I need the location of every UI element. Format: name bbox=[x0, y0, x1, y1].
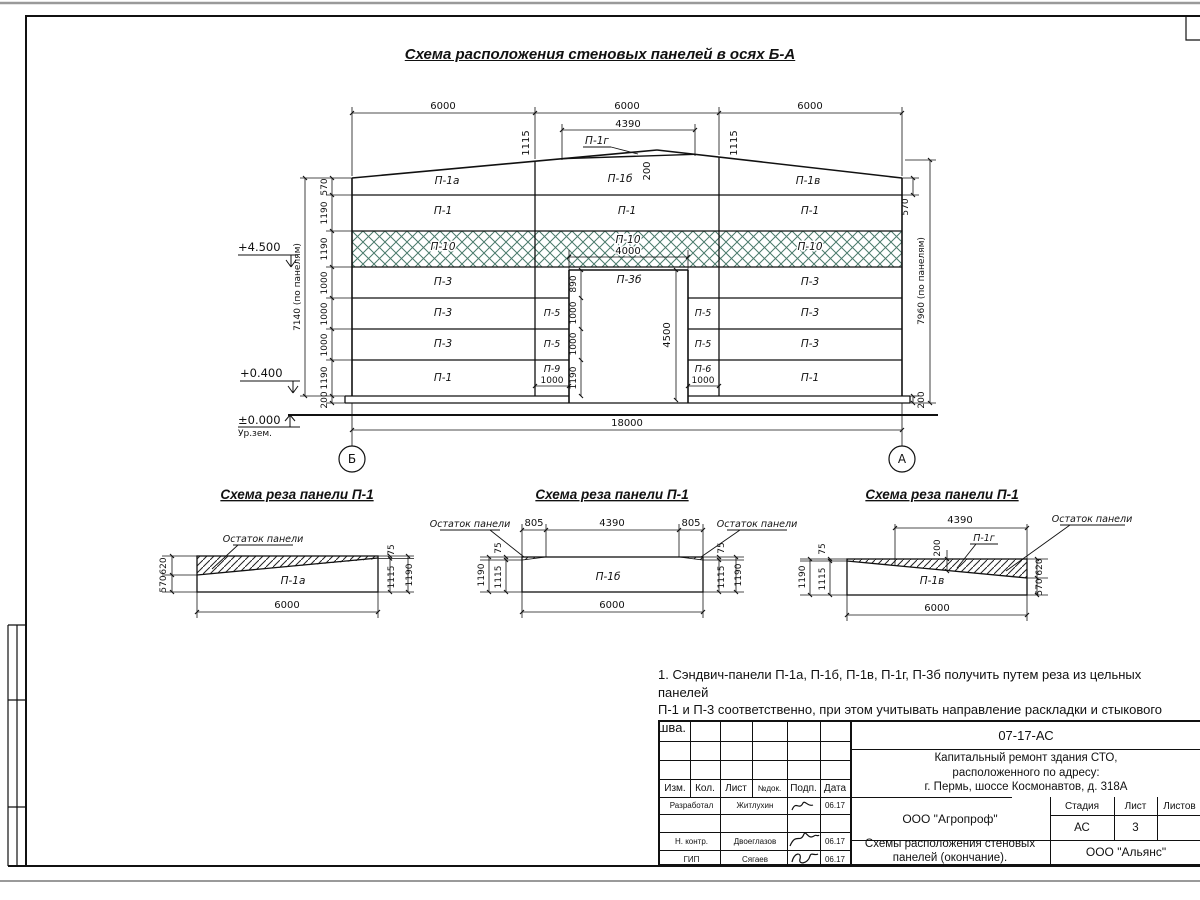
dim-text: 75 bbox=[818, 543, 828, 555]
dim-text: 1000 bbox=[320, 302, 330, 326]
note-line: П-1 и П-3 соответственно, при этом учитывать направление раскладки и стыкового шва. bbox=[658, 702, 1163, 735]
level-mark-0400 bbox=[240, 381, 300, 393]
grid-line bbox=[660, 741, 850, 742]
dim-text: 1190 bbox=[320, 366, 330, 390]
ground-label: Ур.зем. bbox=[238, 429, 273, 439]
col-header-list: Лист bbox=[725, 782, 747, 794]
panel-label: П-1б bbox=[607, 173, 633, 185]
role-cell: Н. контр. bbox=[674, 836, 708, 846]
level-text: ±0.000 bbox=[238, 413, 281, 427]
doc-code: 07-17-АС bbox=[998, 728, 1054, 743]
signature-glyph bbox=[788, 828, 820, 850]
dim-text: 4390 bbox=[947, 515, 973, 526]
panel-label: П-10 bbox=[797, 241, 823, 253]
dim-text: 1000 bbox=[320, 333, 330, 357]
project-description bbox=[850, 749, 1200, 797]
dim-text: 7960 (по панелям) bbox=[917, 237, 927, 325]
dim-text: 1190 bbox=[320, 201, 330, 225]
grid-line bbox=[660, 814, 850, 815]
date-cell: 06.17 bbox=[824, 836, 846, 846]
name-cell: Сягаев bbox=[742, 854, 768, 864]
cut-scheme-2 bbox=[430, 487, 798, 618]
dim-text: 890 bbox=[569, 275, 579, 293]
sheets-label: Листов bbox=[1163, 800, 1196, 812]
panel-label: П-1 bbox=[433, 205, 453, 217]
doc-title bbox=[850, 840, 1050, 864]
dim-text: 7140 (по панелям) bbox=[293, 243, 303, 331]
panel-label: П-1а bbox=[434, 175, 460, 187]
dim-text: 1115 bbox=[717, 565, 727, 589]
panel-label: П-10 bbox=[430, 241, 456, 253]
col-header-izm: Изм. bbox=[664, 782, 686, 794]
sheet-value: 3 bbox=[1132, 821, 1139, 834]
dim-text: 200 bbox=[642, 161, 653, 181]
dim-text: 620 bbox=[1035, 558, 1045, 576]
dim-text: 1190 bbox=[569, 366, 579, 390]
lintel-panel-label: П-3б bbox=[616, 274, 642, 286]
dim-text: 1190 bbox=[734, 563, 744, 587]
dim-text: 200 bbox=[917, 391, 927, 409]
panel-label: П-3 bbox=[433, 338, 453, 350]
role-cell: Разработал bbox=[669, 801, 714, 810]
ridge-panel-label: П-1г bbox=[585, 135, 609, 147]
dim-text: 1115 bbox=[387, 565, 397, 589]
dim-text: 6000 bbox=[614, 101, 640, 112]
dim-text: 1000 bbox=[691, 376, 715, 386]
col-header-kol: Кол. bbox=[695, 782, 715, 794]
panel-label: П-1 bbox=[800, 372, 820, 384]
axis-markers bbox=[339, 446, 915, 472]
panel-label: П-1б bbox=[595, 571, 621, 583]
level-text: +4.500 bbox=[238, 240, 281, 254]
name-cell: Житлухин bbox=[736, 801, 774, 810]
remnant-label: Остаток панели bbox=[429, 519, 511, 530]
panel-label: П-1а bbox=[280, 575, 306, 587]
dim-text: 1115 bbox=[729, 130, 740, 156]
panel-label: П-3 bbox=[800, 276, 820, 288]
dim-text: 1190 bbox=[798, 565, 808, 589]
project-line: расположенного по адресу: bbox=[952, 766, 1100, 779]
level-text: +0.400 bbox=[240, 366, 283, 380]
panel-label: П-5 bbox=[694, 339, 712, 350]
frame-left-cells bbox=[8, 625, 26, 866]
page-title bbox=[0, 46, 1200, 63]
col-header-data: Дата bbox=[823, 782, 847, 794]
dim-text: 1115 bbox=[521, 130, 532, 156]
scheme-title: Схема реза панели П-1 bbox=[535, 487, 689, 502]
dim-text: 6000 bbox=[924, 603, 950, 614]
panel-label: П-10 bbox=[615, 234, 641, 246]
dim-text: 1190 bbox=[320, 237, 330, 261]
elevation bbox=[238, 101, 938, 472]
dim-text: 4500 bbox=[662, 322, 673, 348]
elevation-level-texts bbox=[238, 240, 283, 439]
cut2-dim-texts bbox=[477, 518, 744, 611]
panel-label: П-5 bbox=[543, 339, 561, 350]
dim-text: 4390 bbox=[599, 518, 625, 529]
ridge-panel-label: П-1г bbox=[973, 533, 995, 544]
project-line: Капитальный ремонт здания СТО, bbox=[934, 752, 1118, 765]
elevation-levels bbox=[238, 255, 300, 427]
frame-corner-box bbox=[1186, 16, 1200, 40]
plinth bbox=[345, 396, 910, 403]
panel-label: П-3 bbox=[800, 307, 820, 319]
dim-text: 200 bbox=[320, 391, 330, 409]
panel-label: П-1 bbox=[800, 205, 820, 217]
doc-title-line: панелей (окончание). bbox=[892, 852, 1008, 864]
dim-text: 200 bbox=[933, 539, 943, 557]
dim-text: 6000 bbox=[430, 101, 456, 112]
dim-text: 570 bbox=[1035, 578, 1045, 596]
dim-text: 1115 bbox=[818, 567, 828, 591]
dim-text: 6000 bbox=[797, 101, 823, 112]
dim-text: 805 bbox=[524, 518, 544, 529]
dim-text: 805 bbox=[681, 518, 701, 529]
dim-text: 1000 bbox=[320, 271, 330, 295]
panel-label: П-5 bbox=[543, 308, 561, 319]
dim-text: 6000 bbox=[274, 600, 300, 611]
col-header-ndok: №док. bbox=[757, 783, 782, 793]
dim-text: 75 bbox=[494, 542, 504, 554]
signature-cell bbox=[787, 848, 820, 868]
dim-text: 75 bbox=[387, 544, 397, 556]
title-block bbox=[658, 720, 1200, 866]
level-mark-4500 bbox=[238, 255, 298, 267]
dim-text: 6000 bbox=[599, 600, 625, 611]
panel-label: П-3 bbox=[433, 307, 453, 319]
cut-scheme-1 bbox=[159, 487, 415, 618]
signature-cell bbox=[787, 828, 820, 850]
dim-text: 570 bbox=[901, 198, 911, 216]
org-contractor: ООО "Альянс" bbox=[1085, 845, 1167, 859]
date-cell: 06.17 bbox=[824, 801, 846, 810]
sheets-value bbox=[1157, 815, 1200, 840]
project-line: г. Пермь, шоссе Космонавтов, д. 318А bbox=[924, 781, 1128, 794]
remnant-label: Остаток панели bbox=[1051, 514, 1133, 525]
org-designer: ООО "Агропроф" bbox=[902, 811, 998, 826]
elevation-structure bbox=[288, 150, 938, 415]
dim-text: 1000 bbox=[569, 301, 579, 325]
dim-text: 18000 bbox=[611, 418, 643, 429]
dim-text: 1000 bbox=[569, 332, 579, 356]
panel-label: П-3 bbox=[800, 338, 820, 350]
grid-line bbox=[660, 760, 850, 761]
scheme-title: Схема реза панели П-1 bbox=[865, 487, 1019, 502]
cut-scheme-3 bbox=[798, 487, 1132, 621]
panel-label: П-1в bbox=[919, 575, 945, 587]
stage-value: АС bbox=[1074, 821, 1090, 834]
signature-glyph bbox=[789, 798, 819, 814]
role-cell: ГИП bbox=[683, 854, 700, 864]
panel-label: П-1в bbox=[795, 175, 821, 187]
col-header-podp: Подп. bbox=[790, 782, 817, 794]
panel-label: П-1 bbox=[433, 372, 453, 384]
panel-label: П-1 bbox=[617, 205, 637, 217]
signature-glyph bbox=[788, 848, 820, 868]
panel-label: П-6 bbox=[694, 364, 712, 375]
note-line: 1. Сэндвич-панели П-1а, П-1б, П-1в, П-1г, П-3б получить путем реза из цельных панелей bbox=[658, 667, 1142, 700]
dim-text: 1115 bbox=[494, 565, 504, 589]
dim-text: 4000 bbox=[615, 246, 641, 257]
axis-label: Б bbox=[347, 452, 357, 466]
dim-text: 570 bbox=[159, 575, 169, 593]
scheme-title: Схема реза панели П-1 bbox=[220, 487, 374, 502]
signature-cell bbox=[787, 797, 820, 814]
date-cell: 06.17 bbox=[824, 854, 846, 864]
sheet-label: Лист bbox=[1124, 800, 1147, 812]
dim-text: 4390 bbox=[615, 119, 641, 130]
dim-text: 1190 bbox=[477, 563, 487, 587]
dim-text: 1190 bbox=[405, 563, 415, 587]
page-title-text: Схема расположения стеновых панелей в осях Б-А bbox=[404, 46, 796, 63]
panel-label: П-5 bbox=[694, 308, 712, 319]
dim-text: 1000 bbox=[540, 376, 564, 386]
dim-text: 75 bbox=[717, 542, 727, 554]
panel-label: П-3 bbox=[433, 276, 453, 288]
remnant-label: Остаток панели bbox=[716, 519, 798, 530]
axis-label: А bbox=[897, 452, 907, 466]
remnant-label: Остаток панели bbox=[222, 534, 304, 545]
stage-label: Стадия bbox=[1064, 800, 1100, 812]
dim-text: 570 bbox=[320, 178, 330, 196]
doc-title-line: Схемы расположения стеновых bbox=[864, 838, 1036, 851]
panel-label: П-9 bbox=[543, 364, 561, 375]
dim-text: 620 bbox=[159, 557, 169, 575]
name-cell: Двоеглазов bbox=[733, 836, 777, 846]
